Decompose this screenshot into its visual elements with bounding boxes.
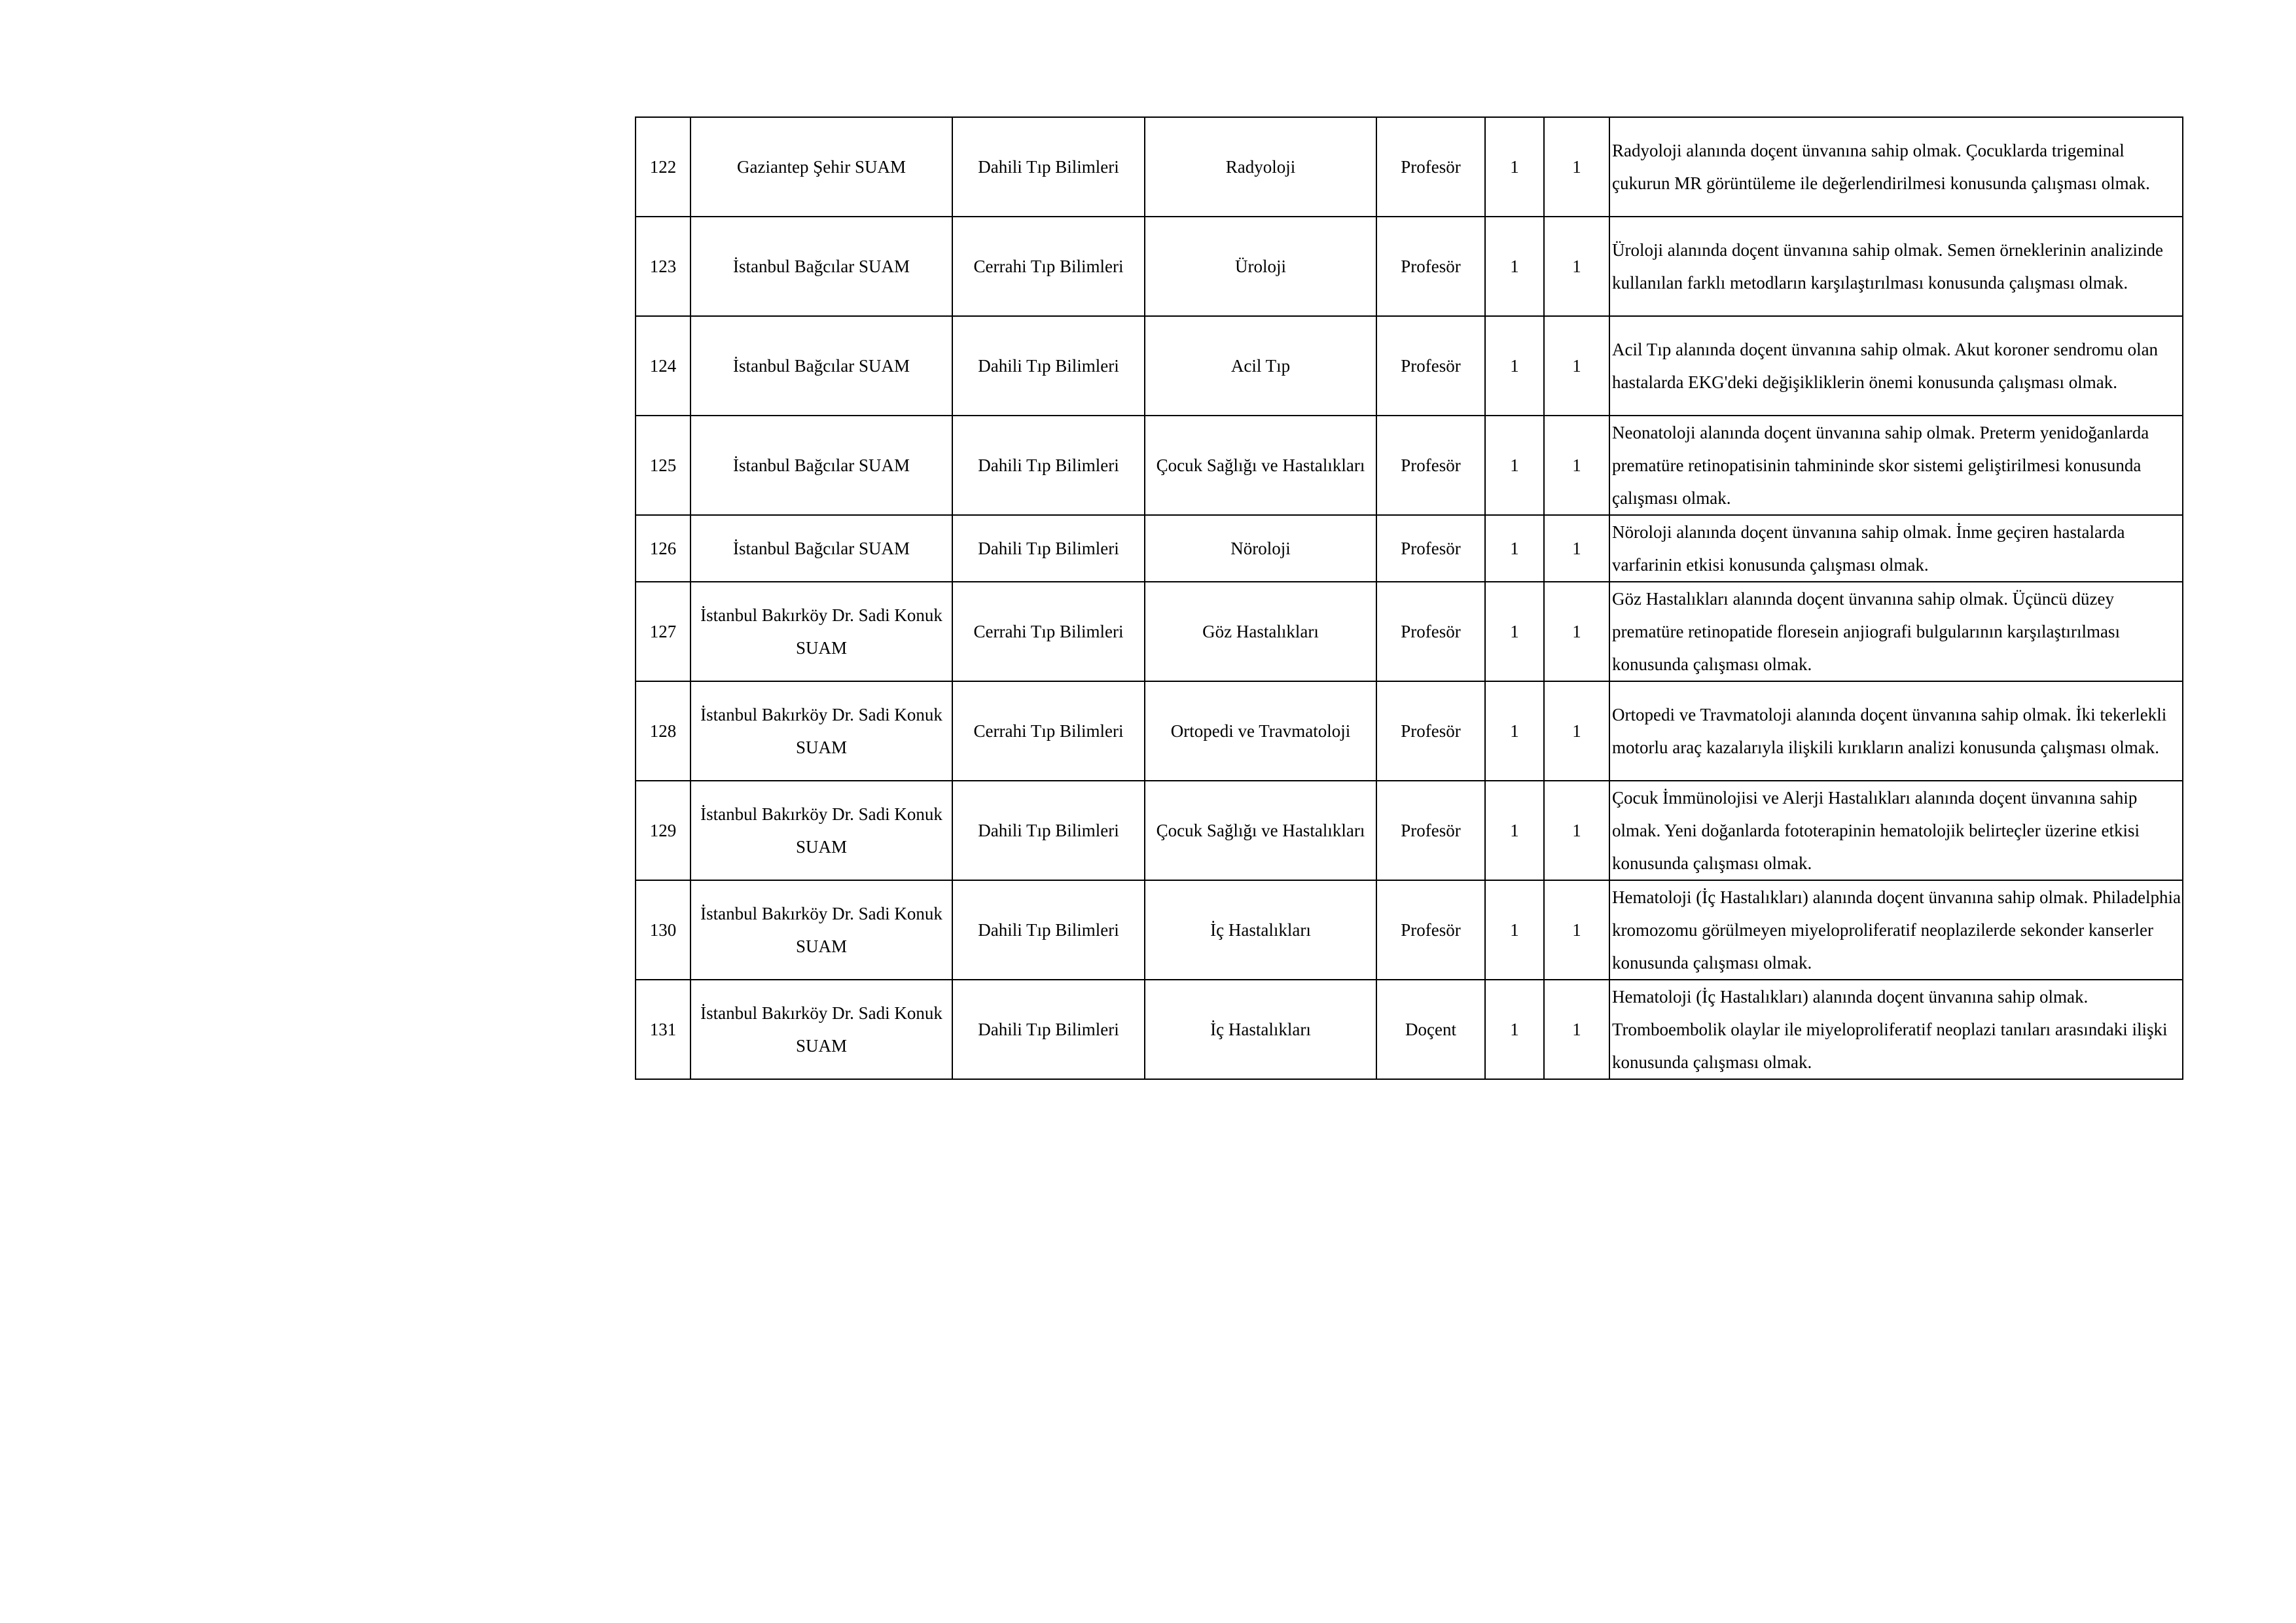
table-body xyxy=(636,117,2183,1079)
field-cell: Dahili Tıp Bilimleri xyxy=(952,781,1145,880)
count-b-cell: 1 xyxy=(1544,316,1609,416)
field-cell: Dahili Tıp Bilimleri xyxy=(952,880,1145,980)
hospital-cell: İstanbul Bağcılar SUAM xyxy=(691,316,952,416)
requirement-cell: Üroloji alanında doçent ünvanına sahip olmak. Semen örneklerinin analizinde kullanılan farklı metodların karşılaştırılması konusunda çalışması olmak. xyxy=(1609,217,2183,316)
field-cell: Dahili Tıp Bilimleri xyxy=(952,416,1145,515)
department-cell: Ortopedi ve Travmatoloji xyxy=(1145,681,1376,781)
department-cell: İç Hastalıkları xyxy=(1145,980,1376,1079)
hospital-cell: İstanbul Bakırköy Dr. Sadi Konuk SUAM xyxy=(691,980,952,1079)
requirement-cell: Acil Tıp alanında doçent ünvanına sahip olmak. Akut koroner sendromu olan hastalarda EKG'deki değişikliklerin önemi konusunda çalışması olmak. xyxy=(1609,316,2183,416)
title-cell: Doçent xyxy=(1376,980,1485,1079)
count-a-cell: 1 xyxy=(1485,980,1544,1079)
department-cell: İç Hastalıkları xyxy=(1145,880,1376,980)
hospital-cell: İstanbul Bakırköy Dr. Sadi Konuk SUAM xyxy=(691,681,952,781)
field-cell: Dahili Tıp Bilimleri xyxy=(952,117,1145,217)
department-cell: Çocuk Sağlığı ve Hastalıkları xyxy=(1145,416,1376,515)
count-b-cell: 1 xyxy=(1544,217,1609,316)
hospital-cell: İstanbul Bakırköy Dr. Sadi Konuk SUAM xyxy=(691,781,952,880)
title-cell: Profesör xyxy=(1376,117,1485,217)
title-cell: Profesör xyxy=(1376,217,1485,316)
count-b-cell: 1 xyxy=(1544,582,1609,681)
table-row xyxy=(636,582,2183,681)
table-row xyxy=(636,880,2183,980)
title-cell: Profesör xyxy=(1376,416,1485,515)
title-cell: Profesör xyxy=(1376,582,1485,681)
row-number: 130 xyxy=(636,880,691,980)
requirement-cell: Ortopedi ve Travmatoloji alanında doçent ünvanına sahip olmak. İki tekerlekli motorlu araç kazalarıyla ilişkili kırıkların analizi konusunda çalışması olmak. xyxy=(1609,681,2183,781)
requirement-cell: Hematoloji (İç Hastalıkları) alanında doçent ünvanına sahip olmak. Philadelphia kromozomu görülmeyen miyeloproliferatif neoplazilerde sekonder kanserler konusunda çalışması olmak. xyxy=(1609,880,2183,980)
count-a-cell: 1 xyxy=(1485,781,1544,880)
table-row xyxy=(636,316,2183,416)
table-row xyxy=(636,980,2183,1079)
title-cell: Profesör xyxy=(1376,515,1485,582)
row-number: 131 xyxy=(636,980,691,1079)
department-cell: Nöroloji xyxy=(1145,515,1376,582)
count-a-cell: 1 xyxy=(1485,217,1544,316)
department-cell: Üroloji xyxy=(1145,217,1376,316)
count-b-cell: 1 xyxy=(1544,781,1609,880)
count-a-cell: 1 xyxy=(1485,117,1544,217)
count-a-cell: 1 xyxy=(1485,681,1544,781)
table-row xyxy=(636,217,2183,316)
row-number: 128 xyxy=(636,681,691,781)
field-cell: Dahili Tıp Bilimleri xyxy=(952,515,1145,582)
field-cell: Dahili Tıp Bilimleri xyxy=(952,980,1145,1079)
hospital-cell: İstanbul Bağcılar SUAM xyxy=(691,217,952,316)
count-b-cell: 1 xyxy=(1544,681,1609,781)
hospital-cell: İstanbul Bağcılar SUAM xyxy=(691,416,952,515)
count-b-cell: 1 xyxy=(1544,515,1609,582)
hospital-cell: İstanbul Bağcılar SUAM xyxy=(691,515,952,582)
hospital-cell: İstanbul Bakırköy Dr. Sadi Konuk SUAM xyxy=(691,582,952,681)
requirement-cell: Hematoloji (İç Hastalıkları) alanında doçent ünvanına sahip olmak. Tromboembolik olaylar ile miyeloproliferatif neoplazi tanıları arasındaki ilişki konusunda çalışması olmak. xyxy=(1609,980,2183,1079)
count-b-cell: 1 xyxy=(1544,117,1609,217)
requirement-cell: Radyoloji alanında doçent ünvanına sahip olmak. Çocuklarda trigeminal çukurun MR görüntüleme ile değerlendirilmesi konusunda çalışması olmak. xyxy=(1609,117,2183,217)
table-row xyxy=(636,416,2183,515)
field-cell: Cerrahi Tıp Bilimleri xyxy=(952,681,1145,781)
count-b-cell: 1 xyxy=(1544,980,1609,1079)
requirement-cell: Çocuk İmmünolojisi ve Alerji Hastalıkları alanında doçent ünvanına sahip olmak. Yeni doğanlarda fototerapinin hematolojik belirteçler üzerine etkisi konusunda çalışması olmak. xyxy=(1609,781,2183,880)
row-number: 129 xyxy=(636,781,691,880)
department-cell: Çocuk Sağlığı ve Hastalıkları xyxy=(1145,781,1376,880)
field-cell: Cerrahi Tıp Bilimleri xyxy=(952,582,1145,681)
field-cell: Dahili Tıp Bilimleri xyxy=(952,316,1145,416)
title-cell: Profesör xyxy=(1376,781,1485,880)
table-row xyxy=(636,515,2183,582)
hospital-cell: İstanbul Bakırköy Dr. Sadi Konuk SUAM xyxy=(691,880,952,980)
count-a-cell: 1 xyxy=(1485,416,1544,515)
requirement-cell: Göz Hastalıkları alanında doçent ünvanına sahip olmak. Üçüncü düzey prematüre retinopatide floresein anjiografi bulgularının karşılaştırılması konusunda çalışması olmak. xyxy=(1609,582,2183,681)
row-number: 127 xyxy=(636,582,691,681)
row-number: 126 xyxy=(636,515,691,582)
title-cell: Profesör xyxy=(1376,316,1485,416)
title-cell: Profesör xyxy=(1376,681,1485,781)
department-cell: Radyoloji xyxy=(1145,117,1376,217)
row-number: 123 xyxy=(636,217,691,316)
title-cell: Profesör xyxy=(1376,880,1485,980)
count-a-cell: 1 xyxy=(1485,316,1544,416)
table-row xyxy=(636,781,2183,880)
field-cell: Cerrahi Tıp Bilimleri xyxy=(952,217,1145,316)
requirement-cell: Nöroloji alanında doçent ünvanına sahip olmak. İnme geçiren hastalarda varfarinin etkisi konusunda çalışması olmak. xyxy=(1609,515,2183,582)
department-cell: Acil Tıp xyxy=(1145,316,1376,416)
positions-table xyxy=(635,116,2183,1080)
count-a-cell: 1 xyxy=(1485,582,1544,681)
row-number: 125 xyxy=(636,416,691,515)
row-number: 122 xyxy=(636,117,691,217)
count-b-cell: 1 xyxy=(1544,880,1609,980)
row-number: 124 xyxy=(636,316,691,416)
count-a-cell: 1 xyxy=(1485,880,1544,980)
hospital-cell: Gaziantep Şehir SUAM xyxy=(691,117,952,217)
requirement-cell: Neonatoloji alanında doçent ünvanına sahip olmak. Preterm yenidoğanlarda prematüre retinopatisinin tahmininde skor sistemi geliştirilmesi konusunda çalışması olmak. xyxy=(1609,416,2183,515)
table-row xyxy=(636,117,2183,217)
count-a-cell: 1 xyxy=(1485,515,1544,582)
department-cell: Göz Hastalıkları xyxy=(1145,582,1376,681)
count-b-cell: 1 xyxy=(1544,416,1609,515)
table-row xyxy=(636,681,2183,781)
